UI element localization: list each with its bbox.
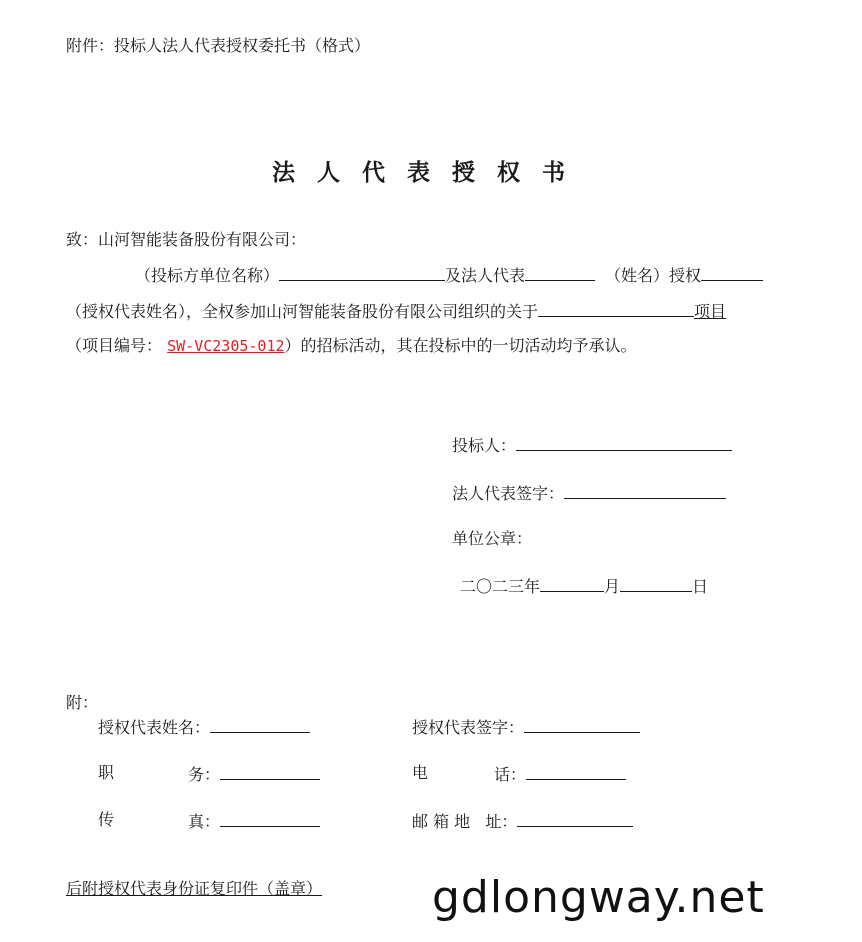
authorized-rep-text: （授权代表姓名），全权参加山河智能装备股份有限公司组织的关于 bbox=[66, 302, 539, 321]
legal-rep-sign-row bbox=[452, 482, 726, 504]
legal-rep-name-blank[interactable] bbox=[525, 264, 595, 281]
fax-label: 真： bbox=[188, 812, 221, 831]
bidder-unit-blank[interactable] bbox=[279, 264, 445, 281]
document-title: 法人代表授权书 bbox=[272, 159, 587, 186]
tender-activity-text: ）的招标活动，其在投标中的一切活动均予承认。 bbox=[284, 336, 637, 355]
project-code: SW-VC2305-012 bbox=[167, 337, 285, 355]
bidder-blank[interactable] bbox=[516, 434, 732, 451]
rep-name-blank[interactable] bbox=[210, 716, 310, 733]
fax-label-a: 传 bbox=[98, 810, 115, 829]
legal-rep-sign-blank[interactable] bbox=[564, 482, 726, 499]
legal-rep-sign-label: 法人代表签字： bbox=[452, 484, 565, 503]
address-label: 邮 箱 地 址： bbox=[412, 812, 518, 831]
day-blank[interactable] bbox=[620, 575, 692, 592]
appendix-label: 附： bbox=[66, 693, 99, 712]
rep-name-label: 授权代表姓名： bbox=[98, 718, 211, 737]
company-seal-label: 单位公章： bbox=[452, 529, 533, 548]
project-name-blank[interactable] bbox=[538, 300, 694, 317]
authorized-name-blank[interactable] bbox=[701, 264, 763, 281]
bidder-row bbox=[452, 434, 732, 456]
recipient-line: 致：山河智能装备股份有限公司： bbox=[66, 230, 307, 249]
authorization-line-3 bbox=[66, 336, 637, 356]
project-label: 项目 bbox=[694, 302, 727, 321]
rep-sign-row bbox=[412, 716, 640, 738]
year-label: 二〇二三年 bbox=[460, 577, 541, 596]
bidder-label: 投标人： bbox=[452, 436, 517, 455]
address-row bbox=[412, 810, 633, 832]
date-row bbox=[460, 575, 708, 597]
bidder-unit-label: （投标方单位名称） bbox=[135, 266, 280, 285]
authorization-line-2 bbox=[66, 300, 726, 322]
authorization-line-1 bbox=[135, 264, 763, 286]
fax-row bbox=[188, 810, 320, 832]
rep-sign-blank[interactable] bbox=[524, 716, 640, 733]
phone-label: 话： bbox=[494, 765, 527, 784]
watermark: gdlongway.net bbox=[432, 872, 765, 923]
phone-row bbox=[494, 763, 626, 785]
rep-name-row bbox=[98, 716, 310, 738]
name-authorize-label: （姓名）授权 bbox=[605, 266, 702, 285]
day-label: 日 bbox=[692, 577, 709, 596]
id-copy-note: 后附授权代表身份证复印件（盖章） bbox=[66, 879, 323, 898]
position-row bbox=[188, 763, 320, 785]
project-code-label: （项目编号： bbox=[66, 336, 163, 355]
phone-label-a: 电 bbox=[412, 763, 429, 782]
position-label-a: 职 bbox=[98, 763, 115, 782]
legal-rep-label: 及法人代表 bbox=[445, 266, 526, 285]
attachment-label: 附件：投标人法人代表授权委托书（格式） bbox=[66, 36, 371, 55]
address-blank[interactable] bbox=[517, 810, 633, 827]
phone-blank[interactable] bbox=[526, 763, 626, 780]
rep-sign-label: 授权代表签字： bbox=[412, 718, 525, 737]
position-label: 务： bbox=[188, 765, 221, 784]
position-blank[interactable] bbox=[220, 763, 320, 780]
month-blank[interactable] bbox=[540, 575, 604, 592]
month-label: 月 bbox=[604, 577, 621, 596]
fax-blank[interactable] bbox=[220, 810, 320, 827]
